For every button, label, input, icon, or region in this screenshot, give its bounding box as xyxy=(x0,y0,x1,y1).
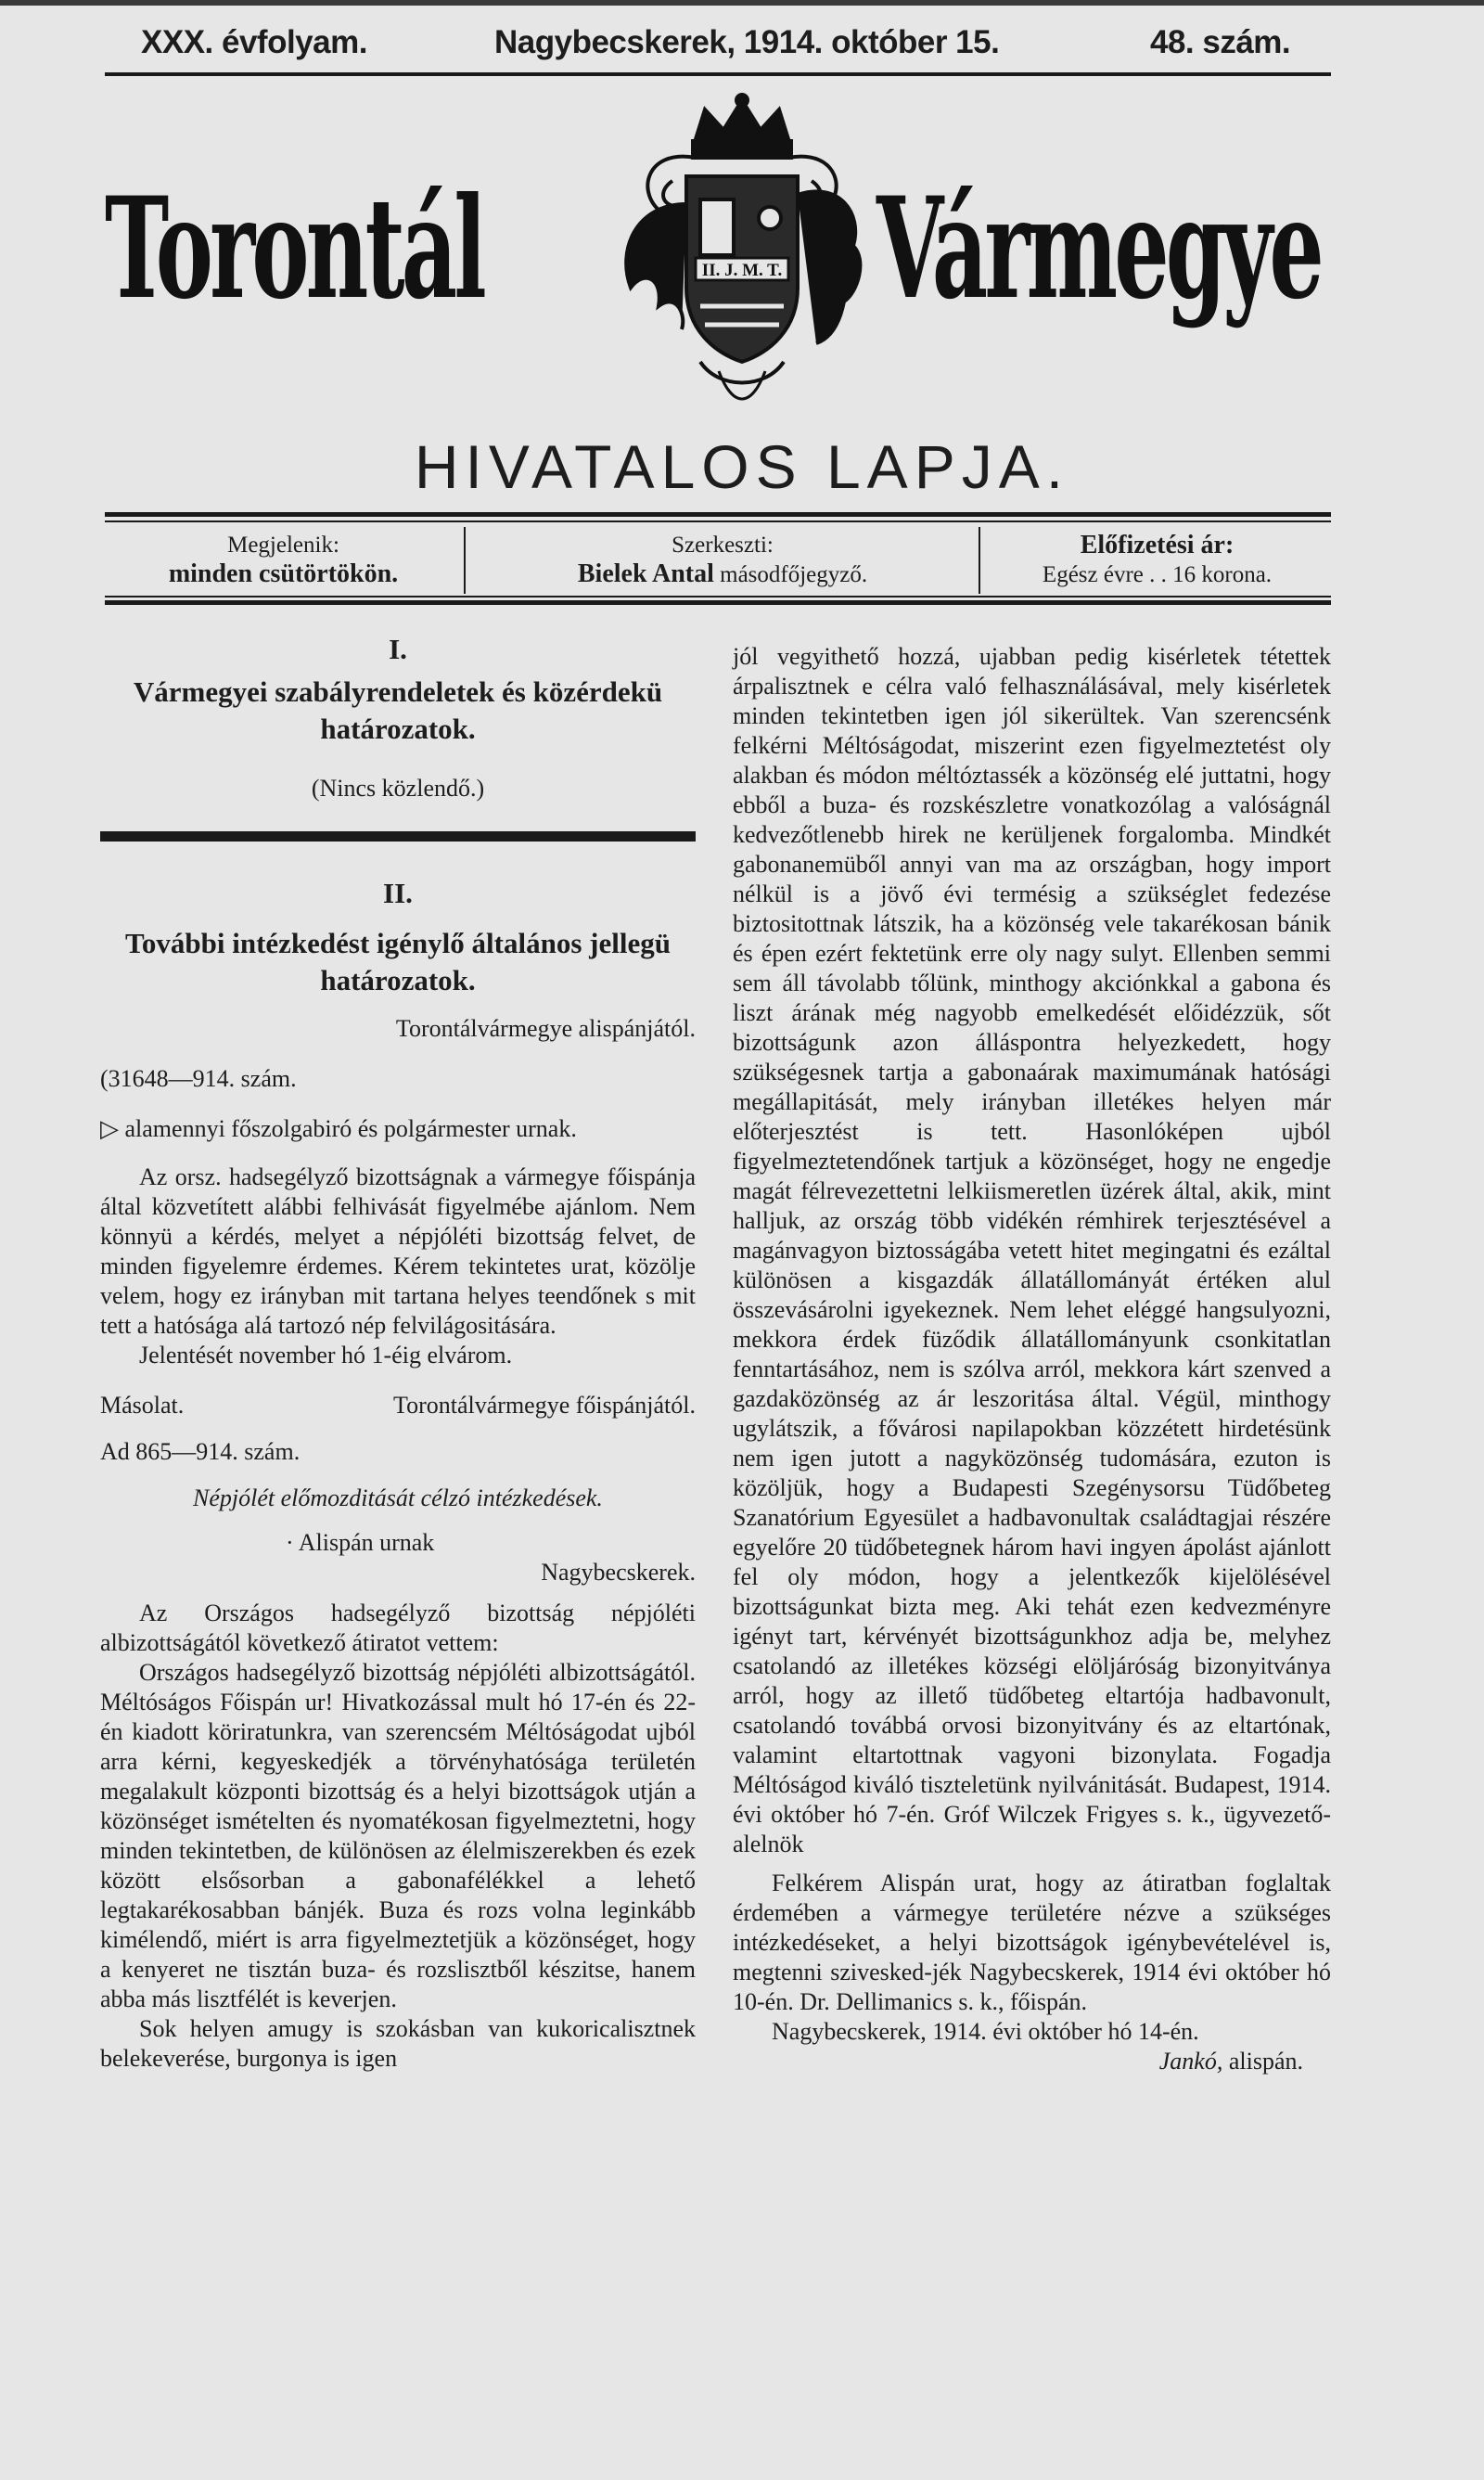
info-divider-1 xyxy=(464,527,466,594)
addressee-text: alamennyi főszolgabiró és polgármester urnak. xyxy=(124,1115,577,1142)
price-label: Előfizetési ár: xyxy=(1080,531,1235,559)
price-value: Egész évre . . 16 korona. xyxy=(1042,562,1273,587)
header-rule xyxy=(105,72,1331,76)
italic-heading: Népjólét előmozditását célzó intézkedések. xyxy=(193,1484,603,1511)
right-paragraph-1: jól vegyithető hozzá, ujabban pedig kisérletek tétettek árpalisztnek e célra való felhasználásával, mely kisérletek minden tekintetben igen jól sikerültek. Van szerencsénk felkérni Méltóságodat, miszerint ezen figyelmeztetést oly alakban és módon méltóztassék a közönség elé juttatni, hogy ebből a buza- és rozskészletre vonatkozólag a valóságnál kedvezőtlenebb hirek ne kerüljenek forgalomba. Mindkét gabonanemüből annyi van ma az országban, hogy import nélkül is a jövő évi termésig a szükséglet fedezése biztositottnak látszik, ha a közönség vele takarékosan bánik és épen ezért fektetünk erre oly nagy sulyt. Ellenben semmi sem áll távolabb tőlünk, minthogy akciónkkal a gabona és liszt árának még nagyobb emelkedését előidézzük, sőt bizottságunk azon álláspontra helyezkedett, hogy szükségesnek tartja a gabonaárak maximumának hatósági megállapitását, mely irányban illetékes helyen már előterjesztést is tett. Hasonlóképen ujból figyelmeztetendőnek tartjuk a közönséget, hogy ne engedje magát félrevezettetni lelkiismeretlen üzérek által, akik, mint halljuk, az ország több vidékén rémhirek terjesztésével a magánvagyon biztosságába vetett hitet megingatni és ezáltal különösen a kisgazdák állatállományát értéken alul összevásárolni igyekeznek. Nem lehet eléggé hangsulyozni, mekkora érdek füződik állatállományunk csonkitatlan fenntartásához, nem is szólva arról, mekkora kárt szenved a gazdaközönség az ár leszoritása által. Végül, minthogy ugylátszik, a fővárosi napilapokban közzétett hirdetésünk nem igen jutott a nagyközönség tudomására, ezuton is közöljük, hogy a Budapesti Szegénysorsu Tüdőbeteg Szanatórium Egyesület a hadbavonultak családtagjai részére egyelőre 20 tüdőbetegnek három havi ingyen ápolást ajánlott fel oly módon, hogy a jelentkezők kijelölésével bizottságunkat bizta meg. Aki tehát ezen kedvezményre igényt tart, kérvényét bizottságunkhoz adja be, melyhez csatolandó az illetékes községi elöljáróság bizonyitványa arról, hogy az illető tüdőbeteg eltartója hadbavonult, csatolandó továbbá orvosi bizonyitvány és az eltartónak, valamint eltartottnak vagyoni bizonylata. Fogadja Méltóságod kiváló tiszteletünk nyilvánitását. Budapest, 1914. évi október hó 7-én. Gróf Wilczek Frigyes s. k., ügyvezető-alelnök xyxy=(733,643,1331,1857)
paragraph-5: Sok helyen amugy is szokásban van kukoricalisztnek belekeverése, burgonya is igen xyxy=(100,2015,696,2072)
signature-role: alispán. xyxy=(1228,2048,1303,2075)
publish-value: minden csütörtökön. xyxy=(168,559,399,588)
source-foispan: Torontálvármegye főispánjától. xyxy=(393,1392,696,1419)
reference-number: (31648—914. szám. xyxy=(100,1065,297,1092)
section-separator xyxy=(100,831,696,842)
info-rule-top xyxy=(105,512,1331,517)
editor-label: Szerkeszti: xyxy=(672,533,774,558)
editor-role: másodfőjegyző. xyxy=(720,562,868,587)
info-rule-top-thin xyxy=(105,520,1331,522)
info-rule-bottom-thin xyxy=(105,596,1331,598)
section-1-title: Vármegyei szabályrendeletek és közérdekü határozatok. xyxy=(133,675,663,745)
right-paragraph-2: Felkérem Alispán urat, hogy az átiratban foglaltak érdemében a vármegye területére nézve a szükséges intézkedéseket, a helyi bizottságok igénybevételével is, megtenni szivesked-jék Nagybecskerek, 1914 évi október hó 10-én. Dr. Dellimanics s. k., főispán. xyxy=(733,1870,1331,2015)
source-alispan: Torontálvármegye alispánjától. xyxy=(395,1015,696,1042)
salutation-1: · Alispán urnak xyxy=(286,1529,435,1556)
left-column xyxy=(100,631,696,2074)
section-1-number: I. xyxy=(389,633,407,665)
section-2-title: További intézkedést igénylő általános jellegü határozatok. xyxy=(125,927,671,996)
publish-info xyxy=(105,531,462,589)
volume-label: XXX. évfolyam. xyxy=(141,24,367,60)
info-divider-2 xyxy=(979,527,980,594)
coat-of-arms-icon xyxy=(608,93,876,418)
signature xyxy=(733,2047,1331,2076)
top-border xyxy=(0,0,1484,6)
right-column xyxy=(733,642,1331,2076)
info-rule-bottom xyxy=(105,600,1331,605)
salutation-2: Nagybecskerek. xyxy=(541,1559,696,1586)
paragraph-2: Jelentését november hó 1-éig elvárom. xyxy=(139,1342,513,1368)
editor-name: Bielek Antal xyxy=(577,559,714,588)
copy-label: Másolat. xyxy=(100,1392,185,1419)
masthead-right: Vármegye xyxy=(876,167,1321,330)
issue-number: 48. szám. xyxy=(1150,24,1291,60)
copy-line xyxy=(100,1391,696,1420)
paragraph-1: Az orsz. hadsegélyző bizottságnak a vármegye főispánja által közvetített alábbi felhivását figyelmébe ajánlom. Nem könnyü a kérdés, melyet a népjóléti bizottság felvet, de minden figyelemre érdemes. Kérem tekintetes urat, közölje velem, hogy ez irányban mit tartana helyes teendőnek s mit tett a hatósága alá tartozó nép felvilágositására. xyxy=(100,1163,696,1339)
crest-text: II. J. M. T. xyxy=(701,261,783,280)
masthead-left: Torontál xyxy=(105,167,483,330)
place-date-label: Nagybecskerek, 1914. október 15. xyxy=(494,24,1000,60)
signature-name: Jankó, xyxy=(1158,2048,1223,2075)
addressee xyxy=(100,1114,696,1144)
reference-number-2: Ad 865—914. szám. xyxy=(100,1438,301,1465)
closing-place-date: Nagybecskerek, 1914. évi október hó 14-én. xyxy=(772,2018,1199,2045)
paragraph-3: Az Országos hadsegélyző bizottság népjóléti albizottságától következő átiratot vettem: xyxy=(100,1600,696,1656)
section-2-number: II. xyxy=(383,877,413,909)
price-info xyxy=(983,531,1331,589)
section-1-note: (Nincs közlendő.) xyxy=(311,775,485,802)
publish-label: Megjelenik: xyxy=(227,533,339,558)
editor-info xyxy=(468,531,977,589)
subtitle: HIVATALOS LAPJA. xyxy=(414,432,1070,501)
paragraph-4: Országos hadsegélyző bizottság népjóléti albizottságától. Méltóságos Főispán ur! Hivatkozással mult hó 17-én és 22-én kiadott köriratunkra, van szerencsém Méltóságodat ujból arra kérni, kegyeskedjék a törvényhatósága területén megalakult központi bizottság és a helyi bizottságok utján a közönséget ismételten és nyomatékosan figyelmeztetni, hogy minden tekintetben, de különösen az élelmiszerekben és ezek között elsősorban a gabonafélékkel a lehető legtakarékosabban bánjék. Buza és rozs volna leginkább kimélendő, miért is arra figyelmeztetjük a közönséget, hogy a kenyeret ne tisztán buza- és rozslisztből készitse, hanem abba más lisztfélét is keverjen. xyxy=(100,1659,696,2012)
hand-pointer-icon: ▷ xyxy=(100,1115,119,1142)
